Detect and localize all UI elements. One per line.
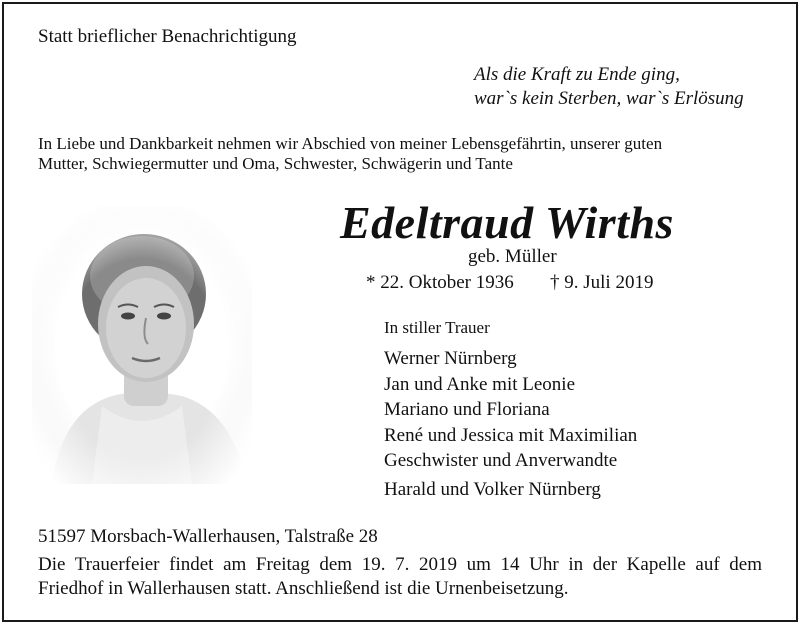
funeral-line-1: Die Trauerfeier findet am Freitag dem 19. 7. 2019 um 14 Uhr in der Kapelle auf dem <box>38 554 762 575</box>
mourners-list <box>384 346 637 503</box>
mourner-name: René und Jessica mit Maximilian <box>384 424 638 446</box>
portrait-photo <box>32 206 252 484</box>
mourner-name: Harald und Volker Nürnberg <box>384 478 601 500</box>
birth-date: * 22. Oktober 1936 <box>366 272 514 293</box>
portrait-image <box>32 206 252 484</box>
mourner-name: Geschwister und Anverwandte <box>384 450 618 472</box>
maiden-name: geb. Müller <box>468 246 557 267</box>
funeral-line-2: Friedhof in Wallerhausen statt. Anschließend ist die Urnenbeisetzung. <box>38 578 569 599</box>
deceased-name: Edeltraud Wirths <box>340 197 674 248</box>
quote-line-1: Als die Kraft zu Ende ging, <box>474 64 680 85</box>
address: 51597 Morsbach-Wallerhausen, Talstraße 28 <box>38 526 378 547</box>
intro-line-2: Mutter, Schwiegermutter und Oma, Schwester, Schwägerin und Tante <box>38 154 513 173</box>
mourner-name: Mariano und Floriana <box>384 399 550 421</box>
mourner-name: Werner Nürnberg <box>384 348 517 369</box>
mourning-heading: In stiller Trauer <box>384 318 490 337</box>
header-notice: Statt brieflicher Benachrichtigung <box>38 26 297 47</box>
mourner-name: Jan und Anke mit Leonie <box>384 373 576 395</box>
intro-line-1: In Liebe und Dankbarkeit nehmen wir Abschied von meiner Lebensgefährtin, unserer guten <box>38 134 663 153</box>
quote-line-2: war`s kein Sterben, war`s Erlösung <box>474 88 744 109</box>
death-date: † 9. Juli 2019 <box>550 272 654 293</box>
